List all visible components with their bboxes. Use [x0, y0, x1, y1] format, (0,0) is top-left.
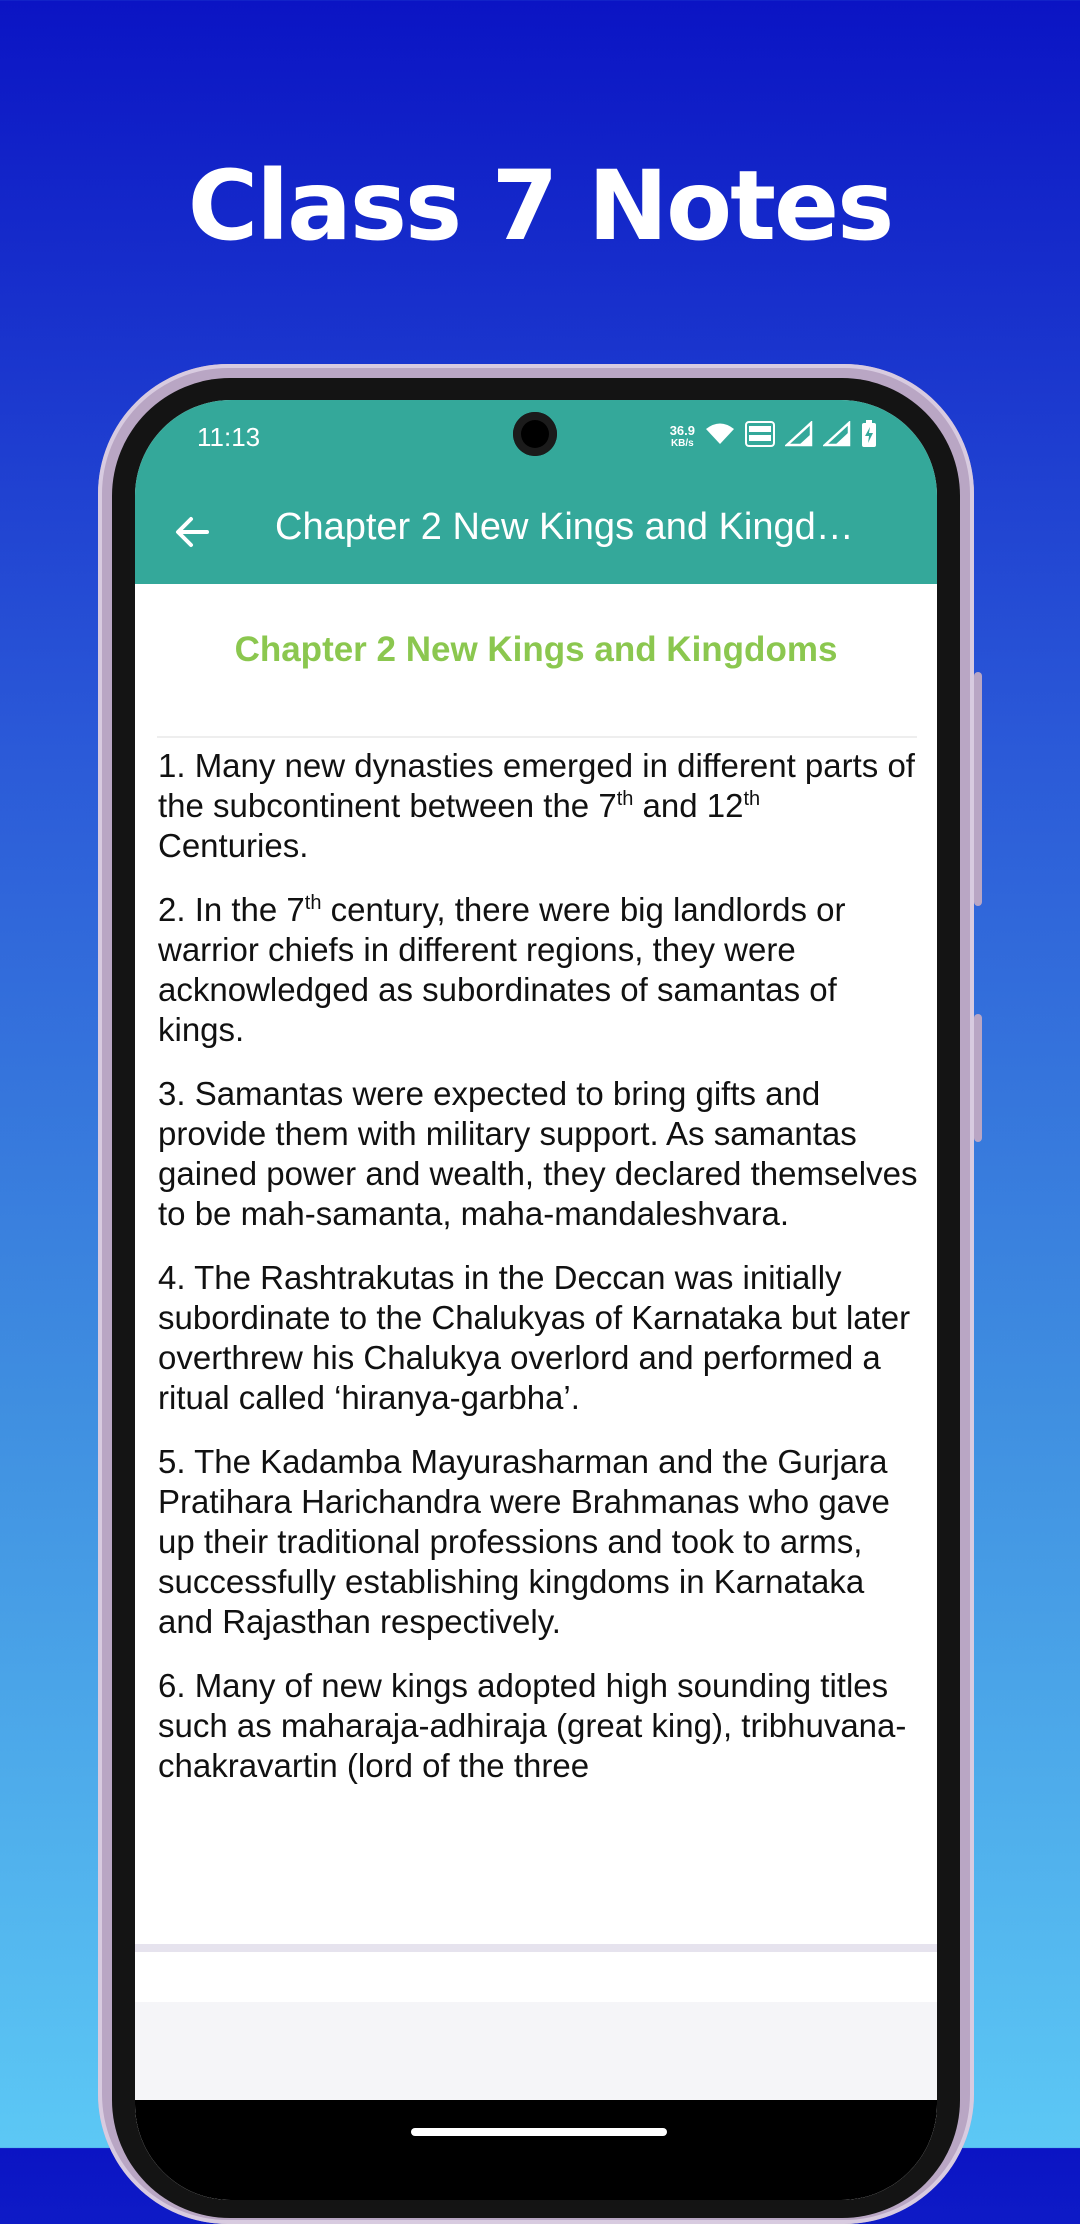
signal-icon-2: [823, 421, 851, 452]
note-item-2: [158, 890, 918, 1050]
note-item-3: 3. Samantas were expected to bring gifts and provide them with military support. As samantas gained power and wealth, they declared themselves to be mah-samanta, maha-mandaleshvara.: [158, 1075, 918, 1232]
superscript: th: [743, 788, 761, 810]
heading-divider: [157, 736, 917, 738]
note-text: century, there were big landlords or warrior chiefs in different regions, they were acknowledged as subordinates of samantas of kings.: [158, 891, 846, 1048]
signal-icon-1: [785, 421, 813, 452]
home-indicator[interactable]: [411, 2128, 667, 2136]
note-item-5: 5. The Kadamba Mayurasharman and the Gurjara Pratihara Harichandra were Brahmanas who gave up their traditional professions and took to arms, successfully establishing kingdoms in Karnataka and Rajasthan respectively.: [158, 1443, 890, 1640]
navigation-bar: [135, 2100, 937, 2200]
note-text: 2. In the 7: [158, 891, 305, 928]
superscript: th: [304, 892, 322, 914]
power-button: [974, 1014, 982, 1142]
notes-list: [158, 746, 918, 1810]
note-item-1: [158, 746, 918, 866]
arrow-left-icon: [163, 502, 223, 562]
chapter-heading: Chapter 2 New Kings and Kingdoms: [234, 630, 838, 669]
network-speed-unit: KB/s: [670, 437, 694, 449]
status-time: 11:13: [197, 422, 261, 452]
battery-charging-icon: [861, 420, 877, 453]
note-text: and 12: [633, 787, 744, 824]
volume-button: [974, 672, 982, 906]
wifi-icon: [705, 422, 735, 451]
network-speed: [670, 424, 695, 450]
status-icons: [670, 420, 877, 453]
note-text: Centuries.: [158, 827, 309, 864]
superscript: th: [616, 788, 634, 810]
app-bar-title: Chapter 2 New Kings and Kingd…: [275, 506, 854, 548]
note-text: 1. Many new dynasties emerged in different parts of the subcontinent between the 7: [158, 747, 915, 824]
front-camera: [513, 412, 557, 456]
note-item-4: 4. The Rashtrakutas in the Deccan was initially subordinate to the Chalukyas of Karnataka but later overthrew his Chalukya overlord and performed a ritual called ‘hiranya-garbha’.: [158, 1259, 911, 1416]
vowifi-icon: [745, 421, 775, 452]
back-button[interactable]: [163, 502, 223, 562]
app-bar: [135, 480, 937, 584]
promo-title: Class 7 Notes: [187, 150, 893, 262]
network-speed-value: 36.9: [669, 422, 695, 438]
bottom-divider: [135, 1944, 937, 1952]
note-item-6: 6. Many of new kings adopted high sounding titles such as maharaja-adhiraja (great king), tribhuvana- chakravartin (lord of the three: [158, 1667, 907, 1784]
phone-screen: [135, 400, 937, 2200]
status-bar: [135, 400, 937, 480]
notes-content[interactable]: [135, 584, 937, 1954]
